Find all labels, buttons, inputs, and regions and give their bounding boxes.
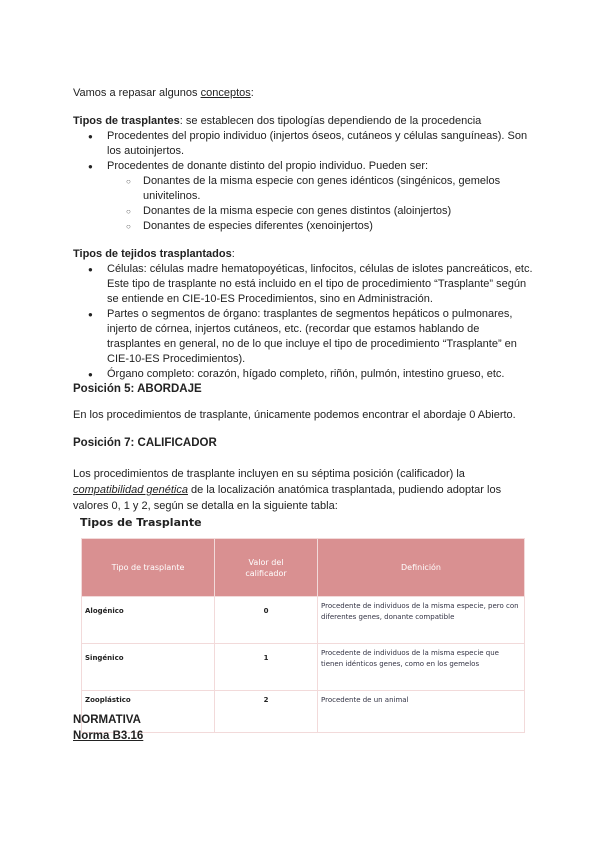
cell-valor: 2 xyxy=(215,691,318,733)
compatibilidad-link[interactable]: compatibilidad genética xyxy=(73,484,188,496)
tipos-trasplantes-section xyxy=(73,114,533,234)
sub-list-item: ○ Donantes de especies diferentes (xenoinjertos) xyxy=(73,219,533,234)
list-item: ● Partes o segmentos de órgano: trasplantes de segmentos hepáticos o pulmonares, injerto de córnea, injertos cutáneos, etc. (recordar que estamos hablando de trasplantes en general, no de lo que incluye el tipo de procedimiento “Trasplante” en CIE-10-ES Procedimientos). xyxy=(73,307,533,367)
trasplante-table xyxy=(81,538,525,733)
cell-tipo: Alogénico xyxy=(82,597,215,644)
pos5-heading: Posición 5: ABORDAJE xyxy=(73,383,202,395)
list-item: ● Órgano completo: corazón, hígado completo, riñón, pulmón, intestino grueso, etc. xyxy=(73,367,533,382)
pos7-text xyxy=(73,466,533,514)
sub-list-item: ○ Donantes de la misma especie con genes idénticos (singénicos, gemelos univitelinos. xyxy=(73,174,533,204)
cell-tipo: Singénico xyxy=(82,644,215,691)
section-label: Tipos de trasplantes xyxy=(73,115,180,127)
cell-tipo: Zooplástico xyxy=(82,691,215,733)
header-definicion: Definición xyxy=(318,539,525,597)
conceptos-link[interactable]: conceptos xyxy=(200,87,251,99)
header-valor: Valor del calificador xyxy=(215,539,318,597)
section-colon: : xyxy=(231,248,235,260)
cell-definicion: Procedente de individuos de la misma especie que tienen idénticos genes, como en los gemelos xyxy=(318,644,525,691)
list-item: ● Procedentes de donante distinto del propio individuo. Pueden ser: xyxy=(73,159,533,174)
table-header-row xyxy=(82,539,525,597)
cell-definicion: Procedente de individuos de la misma especie, pero con diferentes genes, donante compatible xyxy=(318,597,525,644)
pos5-text: En los procedimientos de trasplante, únicamente podemos encontrar el abordaje 0 Abierto. xyxy=(73,409,516,421)
intro xyxy=(73,86,533,101)
norma-link[interactable]: Norma B3.16 xyxy=(73,730,144,742)
table-row xyxy=(82,644,525,691)
normativa-heading: NORMATIVA xyxy=(73,714,141,726)
tipos-tejidos-section xyxy=(73,247,533,397)
intro-text: Vamos a repasar algunos xyxy=(73,87,201,99)
cell-definicion: Procedente de un animal xyxy=(318,691,525,733)
list-item: ● Células: células madre hematopoyéticas, linfocitos, células de islotes pancreáticos, etc. Este tipo de trasplante no está incluido en el tipo de procedimiento “Trasplante” según se entiende en CIE-10-ES Procedimientos, sino en Administración. xyxy=(73,262,533,307)
section-label: Tipos de tejidos trasplantados xyxy=(73,248,232,260)
cell-valor: 1 xyxy=(215,644,318,691)
pos7-text1: Los procedimientos de trasplante incluyen en su séptima posición (calificador) la xyxy=(73,468,465,480)
header-tipo: Tipo de trasplante xyxy=(82,539,215,597)
cell-valor: 0 xyxy=(215,597,318,644)
table-row xyxy=(82,597,525,644)
section-text: : se establecen dos tipologías dependiendo de la procedencia xyxy=(179,115,482,127)
list-item: ● Procedentes del propio individuo (injertos óseos, cutáneos y células sanguíneas). Son los autoinjertos. xyxy=(73,129,533,159)
sub-list-item: ○ Donantes de la misma especie con genes distintos (aloinjertos) xyxy=(73,204,533,219)
pos7-text2: de la localización anatómica trasplantada, pudiendo adoptar los valores 0, 1 y 2, según se detalla en la siguiente tabla: xyxy=(73,484,502,512)
table-title: Tipos de Trasplante xyxy=(80,516,202,529)
intro-end: : xyxy=(250,87,254,99)
pos7-heading: Posición 7: CALIFICADOR xyxy=(73,437,217,449)
